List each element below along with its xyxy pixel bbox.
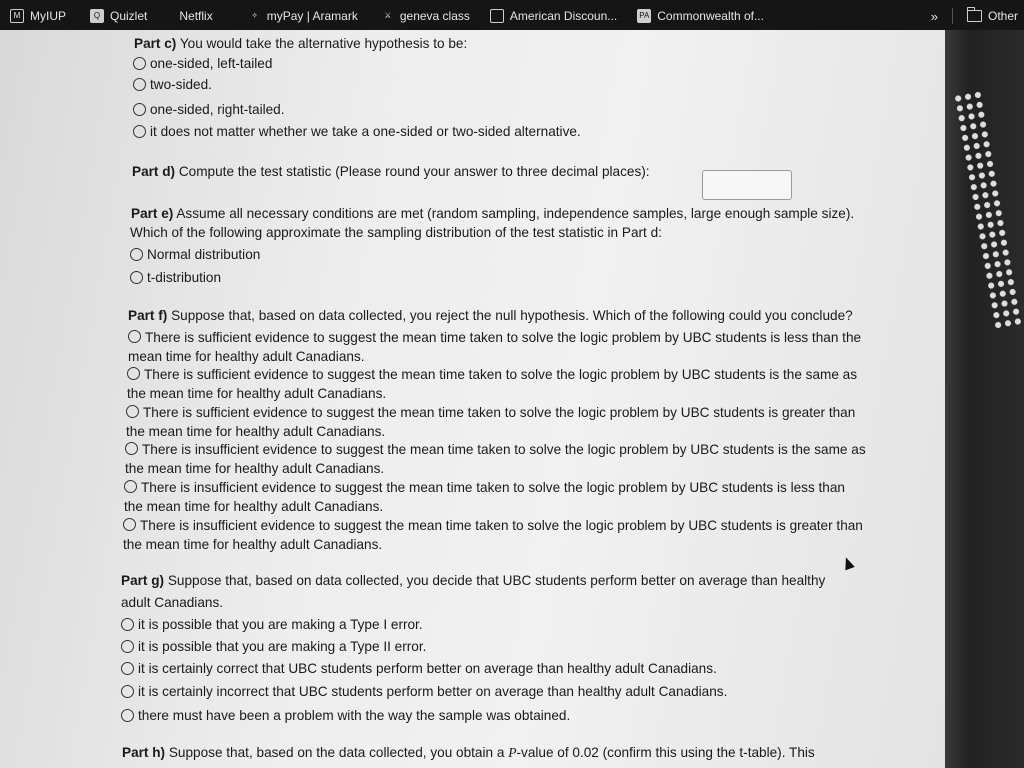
option-label: it is certainly incorrect that UBC students perform better on average than healthy adult Canadians.: [138, 684, 728, 699]
part-e-question: Assume all necessary conditions are met (random sampling, independence samples, large enough sample size).: [176, 206, 855, 221]
bookmark-label: Commonwealth of...: [657, 9, 764, 23]
option-label: There is sufficient evidence to suggest the mean time taken to solve the logic problem by UBC students is greater than: [143, 405, 856, 420]
part-h: [122, 743, 815, 762]
part-h-question-a: Suppose that, based on the data collected, you obtain a: [168, 745, 505, 760]
divider: [952, 8, 953, 24]
page-icon: [490, 9, 504, 23]
part-g-label: Part g): [121, 573, 165, 588]
radio-button[interactable]: [133, 125, 146, 138]
radio-button[interactable]: [125, 442, 138, 455]
aramark-icon: ✧: [251, 11, 259, 20]
option-label-cont: mean time for healthy adult Canadians.: [128, 349, 365, 364]
option-label: There is insufficient evidence to suggest the mean time taken to solve the logic problem by UBC students is the same as: [142, 442, 866, 457]
bookmark-label: geneva class: [399, 9, 470, 23]
radio-button[interactable]: [133, 103, 146, 116]
part-e: [131, 204, 854, 242]
part-f: [128, 306, 853, 325]
part-h-label: Part h): [122, 745, 166, 760]
part-g-question-2: adult Canadians.: [121, 595, 224, 610]
part-c-option-2[interactable]: [133, 75, 212, 94]
part-f-label: Part f): [128, 308, 168, 323]
test-statistic-input[interactable]: [702, 170, 792, 200]
folder-icon: [967, 10, 982, 22]
option-label-cont: the mean time for healthy adult Canadians.: [127, 386, 387, 401]
bookmark-label: Quizlet: [110, 9, 148, 23]
part-g: [121, 571, 825, 612]
radio-button[interactable]: [123, 518, 136, 531]
radio-button[interactable]: [124, 480, 137, 493]
other-bookmarks-label: Other: [987, 9, 1018, 23]
part-d-question: Compute the test statistic (Please round your answer to three decimal places):: [178, 164, 650, 179]
bookmark-geneva-class[interactable]: [368, 9, 480, 23]
part-g-question: Suppose that, based on data collected, you decide that UBC students perform better on average than healthy: [167, 573, 826, 588]
bookmark-american-discount[interactable]: [480, 9, 627, 23]
other-bookmarks-button[interactable]: [967, 9, 1018, 23]
radio-button[interactable]: [128, 330, 141, 343]
bookmark-label: myPay | Aramark: [266, 9, 358, 23]
option-label: it is possible that you are making a Type II error.: [138, 639, 427, 654]
bookmark-label: MyIUP: [30, 9, 66, 23]
part-g-option-2[interactable]: [121, 637, 426, 656]
option-label: two-sided.: [150, 77, 212, 92]
radio-button[interactable]: [126, 405, 139, 418]
part-e-question-2: Which of the following approximate the sampling distribution of the test statistic in Part d:: [130, 225, 662, 240]
radio-button[interactable]: [127, 367, 140, 380]
pa-icon: PA: [637, 9, 651, 23]
option-label-cont: the mean time for healthy adult Canadians.: [125, 461, 385, 476]
part-g-option-1[interactable]: [121, 615, 423, 634]
bookmark-aramark[interactable]: [223, 9, 368, 23]
geneva-icon: ⚔: [384, 11, 392, 20]
radio-button[interactable]: [121, 685, 134, 698]
part-e-option-1[interactable]: [130, 245, 260, 264]
part-f-option-4[interactable]: [125, 440, 866, 478]
part-g-option-3[interactable]: [121, 659, 717, 678]
radio-button[interactable]: [133, 57, 146, 70]
part-c-label: Part c): [134, 36, 177, 51]
part-e-label: Part e): [131, 206, 174, 221]
part-f-question: Suppose that, based on data collected, you reject the null hypothesis. Which of the following could you conclude?: [171, 308, 853, 323]
part-f-option-2[interactable]: [127, 365, 857, 403]
part-f-option-1[interactable]: [128, 328, 861, 366]
part-c-option-4[interactable]: [133, 122, 581, 141]
option-label: one-sided, right-tailed.: [150, 102, 285, 117]
quizlet-icon: Q: [90, 9, 104, 23]
radio-button[interactable]: [121, 618, 134, 631]
option-label: it does not matter whether we take a one-sided or two-sided alternative.: [150, 124, 581, 139]
option-label: t-distribution: [147, 270, 222, 285]
question-page: [0, 30, 945, 768]
part-c-option-1[interactable]: [133, 54, 272, 73]
bookmark-label: American Discoun...: [509, 9, 618, 23]
part-g-option-4[interactable]: [121, 682, 727, 701]
option-label: There is insufficient evidence to suggest the mean time taken to solve the logic problem by UBC students is less than: [141, 480, 845, 495]
option-label: There is insufficient evidence to suggest the mean time taken to solve the logic problem by UBC students is greater than: [140, 518, 863, 533]
part-h-question-b: -value of 0.02 (confirm this using the t-table). This: [516, 745, 815, 760]
part-c-question: You would take the alternative hypothesis to be:: [179, 36, 468, 51]
bookmark-quizlet[interactable]: [76, 9, 157, 23]
screen-glare: [945, 30, 1024, 768]
p-symbol: P: [508, 745, 517, 760]
part-d-label: Part d): [132, 164, 176, 179]
part-f-option-3[interactable]: [126, 403, 855, 441]
part-e-option-2[interactable]: [130, 268, 221, 287]
option-label: Normal distribution: [147, 247, 261, 262]
radio-button[interactable]: [133, 78, 146, 91]
part-c-option-3[interactable]: [133, 100, 285, 119]
option-label: there must have been a problem with the way the sample was obtained.: [138, 708, 571, 723]
mouse-cursor-icon: [841, 556, 855, 571]
radio-button[interactable]: [130, 248, 143, 261]
bookmarks-overflow-button[interactable]: »: [930, 8, 938, 24]
glare-dots: [952, 89, 1023, 331]
bookmark-myiup[interactable]: [0, 9, 76, 23]
bookmarks-bar: [0, 0, 1024, 32]
option-label: There is sufficient evidence to suggest the mean time taken to solve the logic problem by UBC students is the same as: [144, 367, 858, 382]
option-label: it is possible that you are making a Type I error.: [138, 617, 423, 632]
part-f-option-6[interactable]: [123, 516, 863, 554]
radio-button[interactable]: [130, 271, 143, 284]
option-label: one-sided, left-tailed: [150, 56, 273, 71]
option-label-cont: the mean time for healthy adult Canadians.: [123, 537, 383, 552]
option-label-cont: the mean time for healthy adult Canadians.: [124, 499, 384, 514]
part-c: [134, 34, 467, 53]
bookmark-commonwealth[interactable]: [627, 9, 774, 23]
part-f-option-5[interactable]: [124, 478, 845, 516]
myiup-icon: M: [10, 9, 24, 23]
option-label: There is sufficient evidence to suggest the mean time taken to solve the logic problem by UBC students is less than the: [145, 330, 862, 345]
radio-button[interactable]: [121, 640, 134, 653]
bookmark-netflix[interactable]: [157, 9, 222, 23]
bookmark-label: Netflix: [179, 9, 213, 23]
part-g-option-5[interactable]: [121, 706, 570, 725]
option-label: it is certainly correct that UBC students perform better on average than healthy adult Canadians.: [138, 661, 717, 676]
option-label-cont: the mean time for healthy adult Canadians.: [126, 424, 386, 439]
radio-button[interactable]: [121, 709, 134, 722]
radio-button[interactable]: [121, 662, 134, 675]
part-d: [132, 162, 650, 181]
